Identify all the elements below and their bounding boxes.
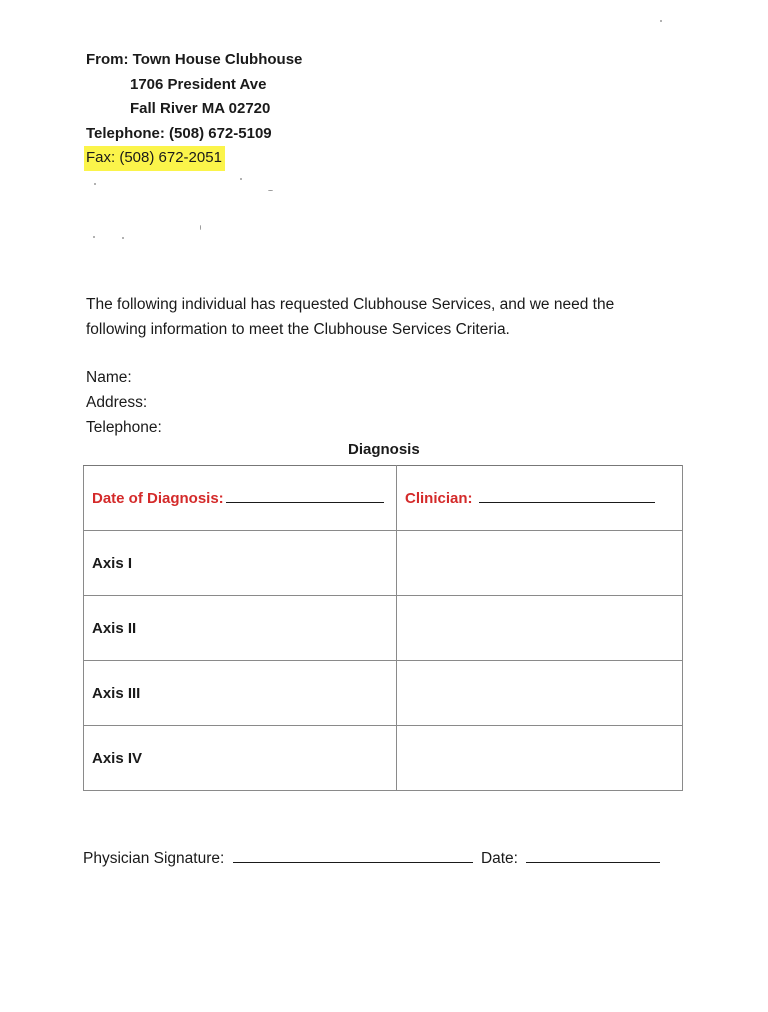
scan-speck bbox=[268, 190, 273, 191]
telephone-line: Telephone: (508) 672-5109 bbox=[86, 124, 272, 142]
diagnosis-table bbox=[83, 465, 683, 791]
axis-label: Axis IV bbox=[92, 749, 143, 767]
name-label: Name: bbox=[86, 369, 132, 386]
intro-line-2: following information to meet the Clubhouse Services Criteria. bbox=[86, 321, 510, 338]
telephone-label: Telephone: bbox=[86, 419, 162, 436]
axis-label-cell bbox=[84, 596, 397, 661]
scan-speck bbox=[240, 178, 242, 180]
axis-label: Axis II bbox=[92, 619, 137, 637]
axis-row bbox=[84, 596, 683, 661]
patient-fields bbox=[86, 365, 162, 440]
scan-speck bbox=[122, 237, 124, 239]
axis-row bbox=[84, 661, 683, 726]
date-of-diagnosis-label: Date of Diagnosis: bbox=[92, 489, 224, 507]
axis-entry-cell[interactable] bbox=[397, 726, 683, 791]
date-of-diagnosis-cell[interactable] bbox=[84, 466, 397, 531]
signature-date-label: Date: bbox=[480, 850, 518, 867]
scan-speck bbox=[200, 225, 201, 230]
intro-paragraph bbox=[86, 292, 686, 342]
axis-entry-cell[interactable] bbox=[397, 596, 683, 661]
address-label: Address: bbox=[86, 394, 148, 411]
scan-speck bbox=[660, 20, 662, 22]
diagnosis-title: Diagnosis bbox=[348, 441, 420, 458]
clinician-blank[interactable] bbox=[479, 501, 655, 503]
physician-signature-label: Physician Signature: bbox=[83, 850, 225, 867]
signature-line bbox=[83, 850, 660, 868]
axis-row bbox=[84, 531, 683, 596]
axis-row bbox=[84, 726, 683, 791]
clinician-cell[interactable] bbox=[397, 466, 683, 531]
signature-date-blank[interactable] bbox=[526, 861, 660, 863]
address-line-1: 1706 President Ave bbox=[130, 75, 267, 93]
scan-speck bbox=[94, 183, 96, 185]
date-of-diagnosis-blank[interactable] bbox=[226, 501, 384, 503]
physician-signature-blank[interactable] bbox=[233, 861, 473, 863]
axis-label: Axis III bbox=[92, 684, 141, 702]
axis-label-cell bbox=[84, 726, 397, 791]
sender-header bbox=[86, 48, 302, 171]
from-line: From: Town House Clubhouse bbox=[86, 51, 303, 68]
fax-line-highlighted: Fax: (508) 672-2051 bbox=[84, 146, 225, 171]
scan-speck bbox=[93, 236, 95, 238]
intro-line-1: The following individual has requested Clubhouse Services, and we need the bbox=[86, 296, 615, 313]
address-line-2: Fall River MA 02720 bbox=[130, 100, 271, 118]
diagnosis-header-row bbox=[84, 466, 683, 531]
axis-label-cell bbox=[84, 531, 397, 596]
axis-entry-cell[interactable] bbox=[397, 531, 683, 596]
clinician-label: Clinician: bbox=[405, 489, 473, 507]
axis-label: Axis I bbox=[92, 554, 133, 572]
axis-entry-cell[interactable] bbox=[397, 661, 683, 726]
axis-label-cell bbox=[84, 661, 397, 726]
